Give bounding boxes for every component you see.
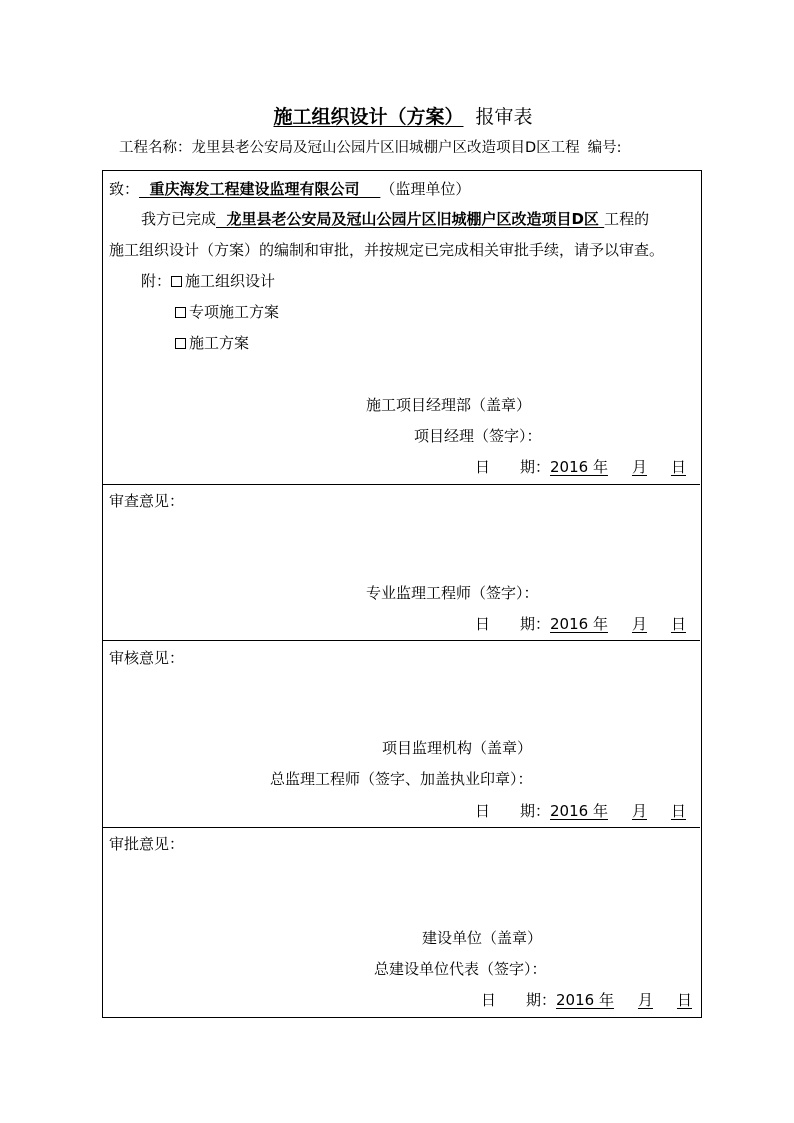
- date-label: 日 期：: [475, 615, 551, 633]
- approval-section: [103, 828, 700, 1016]
- checkbox-icon[interactable]: [171, 276, 182, 287]
- body-suffix: 工程的: [604, 210, 650, 228]
- review-opinion-label: 审查意见：: [109, 492, 185, 510]
- to-label: 致：: [109, 180, 140, 198]
- checkbox-icon[interactable]: [175, 307, 186, 318]
- project-info-line: [119, 138, 622, 158]
- form-title: [0, 104, 794, 130]
- submission-section: [103, 171, 700, 483]
- body-line-2: 施工组织设计（方案）的编制和审批，并按规定已完成相关审批手续，请予以审查。: [109, 241, 665, 259]
- date-value: 2016 年 月 日: [550, 458, 686, 476]
- project-manager-signature-label: 项目经理（签字）：: [414, 427, 542, 445]
- project-name-label: 工程名称：: [119, 140, 192, 156]
- attach-label: 附：: [141, 272, 172, 290]
- date-line: [481, 989, 692, 1011]
- date-label: 日 期：: [475, 458, 551, 476]
- date-label: 日 期：: [481, 991, 557, 1009]
- engineer-signature-label: 专业监理工程师（签字）：: [366, 584, 539, 602]
- approval-opinion-label: 审批意见：: [109, 835, 185, 853]
- body-line-1: [141, 208, 649, 230]
- contractor-stamp-label: 施工项目经理部（盖章）: [366, 396, 532, 414]
- date-value: 2016 年 月 日: [556, 991, 692, 1009]
- body-prefix: 我方已完成: [141, 210, 217, 228]
- option-label: 施工组织设计: [185, 272, 276, 290]
- attachment-option-2[interactable]: [175, 301, 279, 323]
- owner-stamp-label: 建设单位（盖章）: [422, 929, 543, 947]
- supervisor-role: （监理单位）: [380, 180, 471, 198]
- to-line: [109, 178, 470, 200]
- review-form-table: [102, 170, 702, 1018]
- attachment-option-3[interactable]: [175, 332, 249, 354]
- date-value: 2016 年 月 日: [550, 615, 686, 633]
- supervisor-company: 重庆海发工程建设监理有限公司: [149, 180, 360, 198]
- date-line: [475, 456, 686, 478]
- date-label: 日 期：: [475, 802, 551, 820]
- number-label: 编号:: [587, 140, 622, 156]
- audit-opinion-label: 审核意见：: [109, 649, 185, 667]
- chief-engineer-signature-label: 总监理工程师（签字、加盖执业印章）：: [270, 770, 533, 788]
- body-project-name: 龙里县老公安局及冠山公园片区旧城棚户区改造项目D区: [226, 210, 599, 228]
- owner-representative-signature-label: 总建设单位代表（签字）：: [374, 960, 547, 978]
- form-title-underlined: 施工组织设计（方案）: [273, 106, 464, 128]
- option-label: 施工方案: [189, 334, 250, 352]
- review-section: [103, 485, 700, 640]
- form-title-suffix: 报审表: [475, 106, 533, 128]
- audit-section: [103, 641, 700, 827]
- attachment-option-1[interactable]: [141, 270, 275, 292]
- date-line: [475, 800, 686, 822]
- date-line: [475, 613, 686, 635]
- date-value: 2016 年 月 日: [550, 802, 686, 820]
- checkbox-icon[interactable]: [175, 338, 186, 349]
- supervision-stamp-label: 项目监理机构（盖章）: [382, 739, 533, 757]
- project-name-value: 龙里县老公安局及冠山公园片区旧城棚户区改造项目D区工程: [191, 140, 580, 156]
- option-label: 专项施工方案: [189, 303, 280, 321]
